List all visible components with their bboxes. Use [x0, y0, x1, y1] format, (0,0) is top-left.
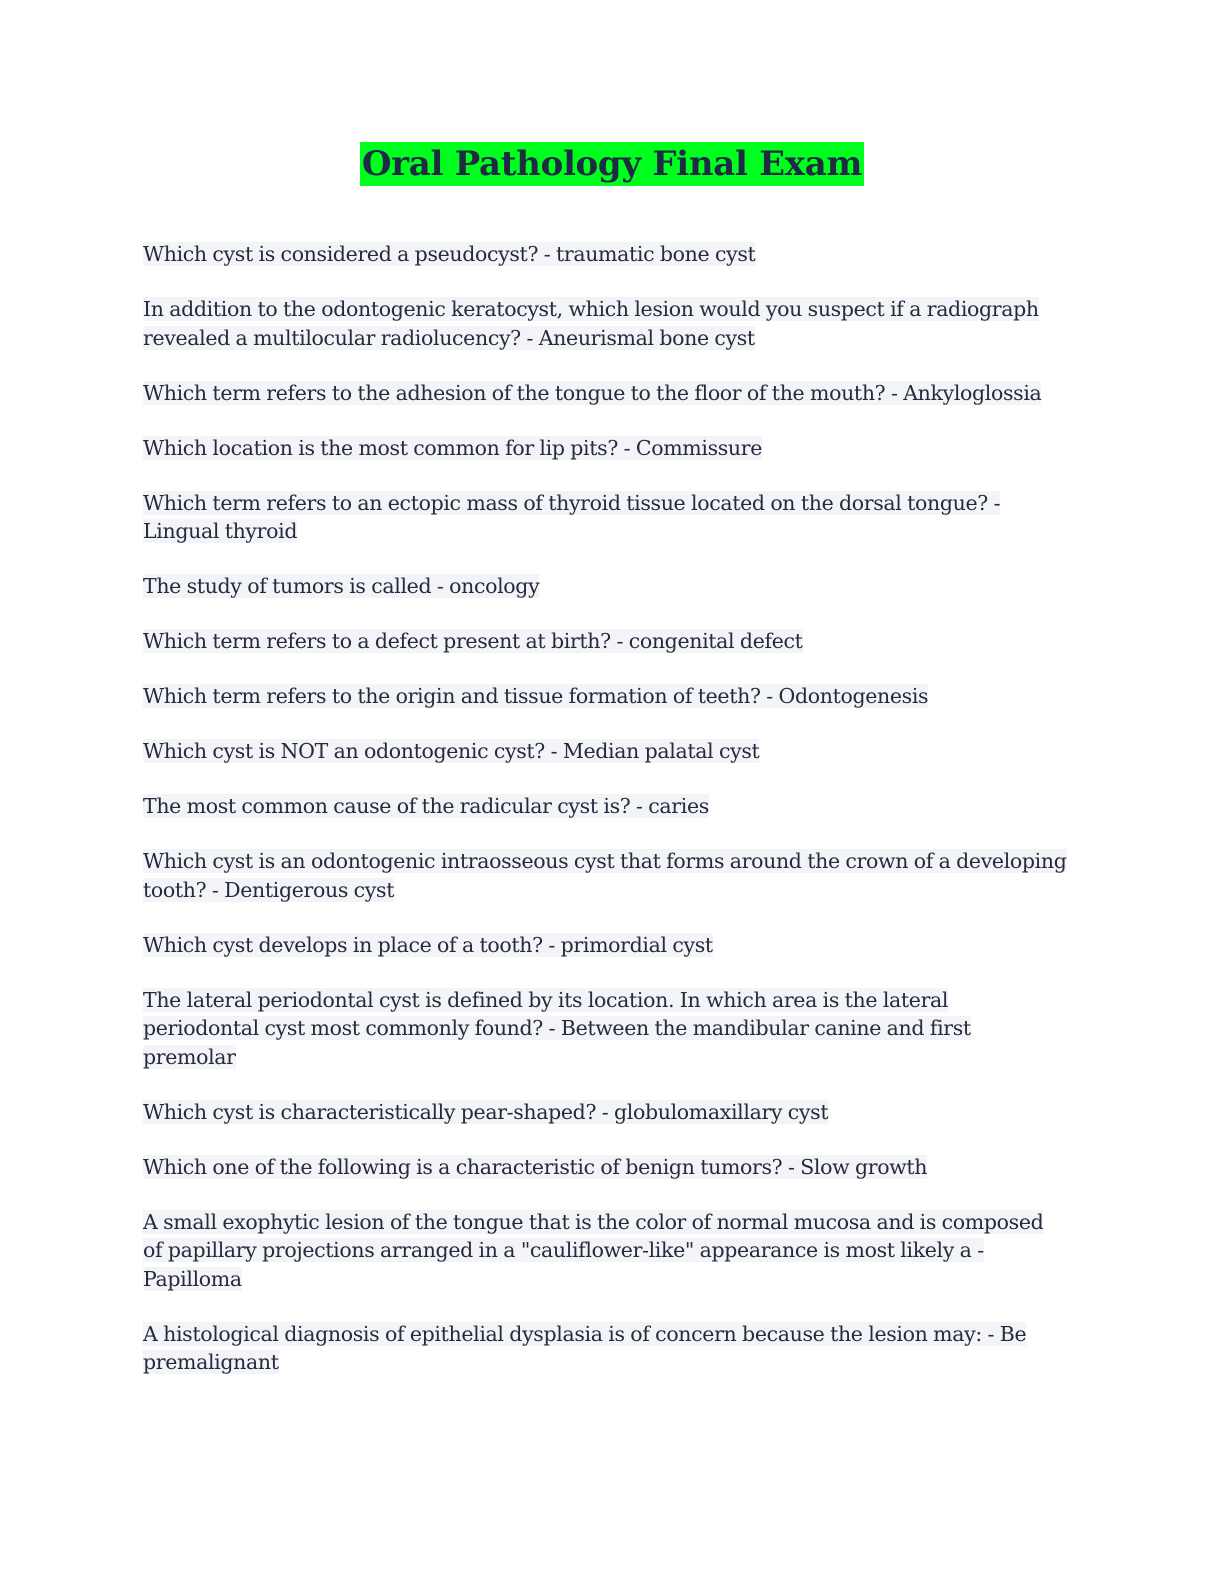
qa-item [143, 682, 1068, 711]
qa-text: In addition to the odontogenic keratocyst, which lesion would you suspect if a radiograph revealed a multilocular radiolucency? - Aneurismal bone cyst [143, 297, 1039, 350]
qa-item [143, 627, 1068, 656]
qa-item [143, 295, 1068, 352]
qa-item [143, 1320, 1068, 1377]
qa-item [143, 931, 1068, 960]
qa-item [143, 489, 1068, 546]
qa-item [143, 847, 1068, 904]
qa-text: Which term refers to the adhesion of the tongue to the floor of the mouth? - Ankyloglossia [143, 380, 1042, 405]
qa-item [143, 1208, 1068, 1294]
question-answer-list [143, 240, 1068, 1403]
qa-item [143, 240, 1068, 269]
qa-item [143, 1153, 1068, 1182]
qa-text: Which cyst is an odontogenic intraosseous cyst that forms around the crown of a developing tooth? - Dentigerous cyst [143, 849, 1067, 902]
qa-text: The study of tumors is called - oncology [143, 574, 540, 598]
qa-item [143, 792, 1068, 821]
qa-item [143, 379, 1068, 408]
qa-text: Which cyst develops in place of a tooth? - primordial cyst [143, 932, 713, 957]
qa-text: Which cyst is considered a pseudocyst? - traumatic bone cyst [143, 242, 756, 266]
qa-text: A histological diagnosis of epithelial dysplasia is of concern because the lesion may: - Be premalignant [143, 1321, 1027, 1374]
qa-item [143, 986, 1068, 1072]
qa-text: The lateral periodontal cyst is defined by its location. In which area is the lateral periodontal cyst most commonly found? - Between the mandibular canine and first premolar [143, 987, 971, 1069]
qa-text: Which location is the most common for lip pits? - Commissure [143, 435, 763, 460]
qa-item [143, 572, 1068, 601]
qa-item [143, 737, 1068, 766]
title-container [0, 142, 1224, 186]
qa-text: The most common cause of the radicular cyst is? - caries [143, 794, 709, 818]
qa-text: Which cyst is NOT an odontogenic cyst? - Median palatal cyst [143, 739, 760, 763]
qa-item [143, 434, 1068, 463]
qa-text: Which cyst is characteristically pear-shaped? - globulomaxillary cyst [143, 1099, 829, 1124]
qa-text: Which term refers to the origin and tissue formation of teeth? - Odontogenesis [143, 684, 929, 708]
qa-text: A small exophytic lesion of the tongue that is the color of normal mucosa and is composed of papillary projections arranged in a "cauliflower-like" appearance is most likely a - Papilloma [143, 1209, 1044, 1291]
qa-item [143, 1098, 1068, 1127]
page-title: Oral Pathology Final Exam [361, 144, 863, 184]
qa-text: Which one of the following is a characteristic of benign tumors? - Slow growth [143, 1154, 928, 1179]
qa-text: Which term refers to an ectopic mass of thyroid tissue located on the dorsal tongue? - Lingual thyroid [143, 490, 1001, 543]
qa-text: Which term refers to a defect present at birth? - congenital defect [143, 629, 803, 653]
